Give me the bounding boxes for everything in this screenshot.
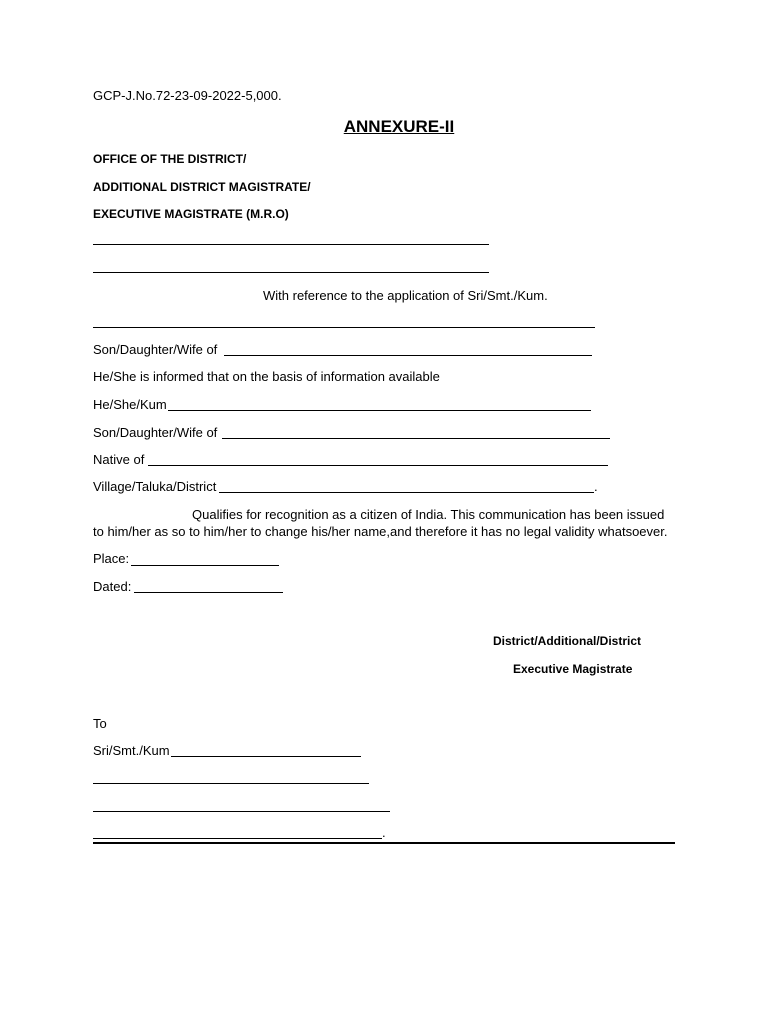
blank-line-parent-name-2[interactable] [222,438,610,439]
address-period: . [382,825,386,840]
bottom-border-line [93,842,675,844]
blank-line-person-name[interactable] [168,410,591,411]
blank-line-office-2[interactable] [93,272,489,273]
he-she-kum-label: He/She/Kum [93,397,167,412]
application-reference-text: With reference to the application of Sri/Smt./Kum. [263,288,548,303]
blank-line-native[interactable] [148,465,608,466]
informed-text: He/She is informed that on the basis of information available [93,369,440,384]
office-line-3: EXECUTIVE MAGISTRATE (M.R.O) [93,207,289,221]
blank-line-office-1[interactable] [93,244,489,245]
dated-label: Dated: [93,579,135,594]
blank-line-address-3[interactable] [93,838,382,839]
blank-line-addressee-name[interactable] [171,756,361,757]
to-label: To [93,716,107,731]
blank-line-village[interactable] [219,492,594,493]
office-line-2: ADDITIONAL DISTRICT MAGISTRATE/ [93,180,311,194]
signatory-line-1: District/Additional/District [493,634,642,648]
signatory-line-2: Executive Magistrate [513,662,633,676]
qualifies-text-line-1: Qualifies for recognition as a citizen of India. This communication has been issued [192,507,665,522]
son-daughter-wife-label-2: Son/Daughter/Wife of [93,425,218,440]
son-daughter-wife-label-1: Son/Daughter/Wife of [93,342,221,357]
office-line-1: OFFICE OF THE DISTRICT/ [93,152,247,166]
qualifies-text-line-2: to him/her as so to him/her to change his/her name,and therefore it has no legal validity whatsoever. [93,524,668,539]
document-title: ANNEXURE-II [343,117,455,136]
blank-line-address-1[interactable] [93,783,369,784]
village-period: . [594,479,598,494]
blank-line-parent-name-1[interactable] [224,355,592,356]
dated-field[interactable] [134,592,283,593]
blank-line-address-2[interactable] [93,811,390,812]
reference-number: GCP-J.No.72-23-09-2022-5,000. [93,88,282,103]
native-of-label: Native of [93,452,148,467]
blank-line-applicant-name[interactable] [93,327,595,328]
village-taluka-district-label: Village/Taluka/District [93,479,217,494]
place-label: Place: [93,551,133,566]
addressee-prefix: Sri/Smt./Kum [93,743,170,758]
place-field[interactable] [131,565,279,566]
